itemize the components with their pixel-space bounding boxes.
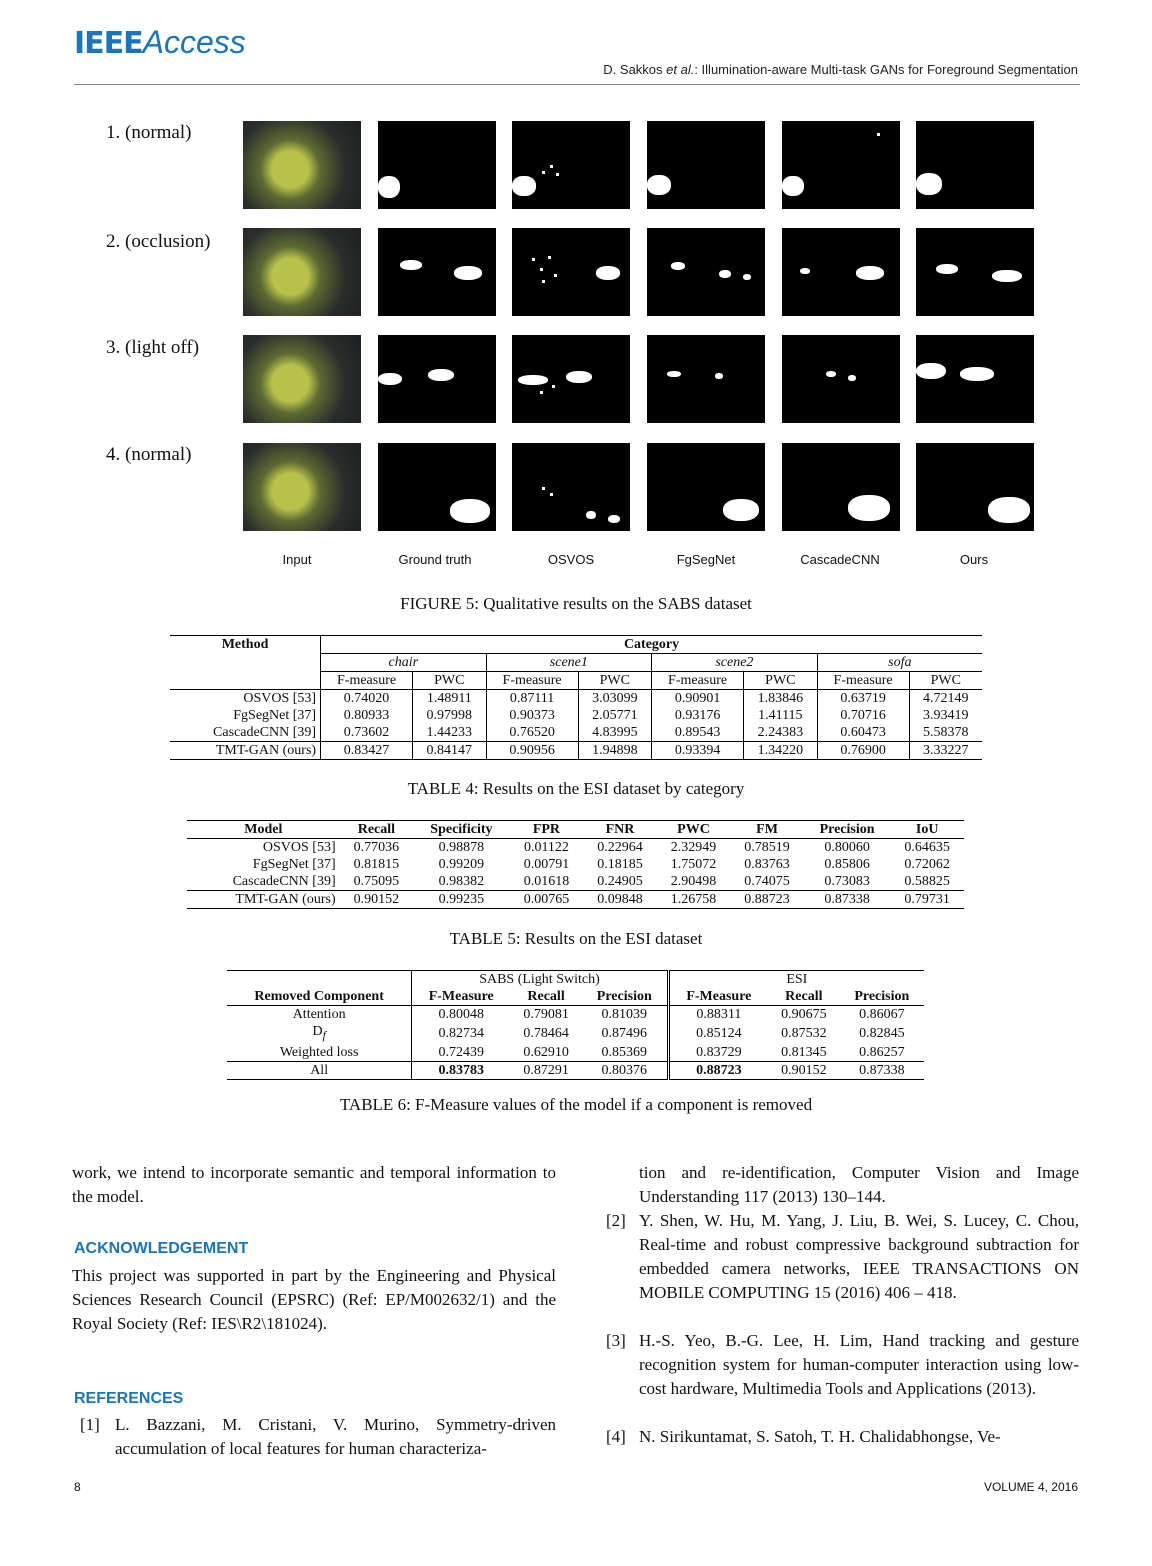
value-cell: 0.75095 [353,874,400,889]
table-header: Recall [785,989,823,1004]
value-cell: 0.79731 [904,892,950,907]
value-cell: 0.74075 [744,874,790,889]
value-cell: 0.80933 [321,707,413,724]
table-4-caption: TABLE 4: Results on the ESI dataset by category [407,779,745,798]
value-cell: 0.87338 [824,892,870,907]
component-cell: Attention [292,1007,346,1022]
input-image [243,121,361,209]
table-header: Recall [527,989,565,1004]
ours-mask [916,228,1034,316]
group-header-esi: ESI [786,972,808,987]
volume-label: VOLUME 4, 2016 [983,1480,1078,1494]
value-cell: 0.86257 [859,1044,905,1060]
value-cell: 1.41115 [744,707,818,724]
value-cell: 0.93176 [652,707,744,724]
figure-column-label: FgSegNet [676,552,736,567]
value-cell: 0.83427 [321,742,413,760]
value-cell: 0.88723 [696,1062,742,1078]
acknowledgement-text: This project was supported in part by the Engineering and Physical Sciences Research Council (EPSRC) (Ref: EP/M002632/1) and the Royal Society (Ref: IES\R2\181024). [72,1266,556,1333]
table-6 [227,970,924,1080]
value-cell: 0.87338 [859,1062,905,1078]
figure-column-label: Input [282,552,312,567]
ground-truth-mask [378,335,496,423]
value-cell: 0.79081 [523,1007,569,1022]
table-row [227,1006,924,1024]
table-header: FNR [605,822,635,837]
table-row [227,1044,924,1062]
table-4 [170,635,982,760]
figure-row-label: 1. (normal) [106,122,192,143]
value-cell: 4.72149 [923,691,969,706]
ground-truth-mask [378,121,496,209]
acknowledgement-heading: ACKNOWLEDGEMENT [74,1240,249,1257]
table-header: F-Measure [686,989,752,1004]
fgsegnet-mask [647,121,765,209]
value-cell: 0.63719 [817,690,909,708]
method-cell: CascadeCNN [39] [170,724,321,742]
value-cell: 1.26758 [670,892,717,907]
ground-truth-mask [378,228,496,316]
figure-5-caption: FIGURE 5: Qualitative results on the SABS dataset [400,594,752,613]
table-row [227,1023,924,1044]
model-cell: CascadeCNN [39] [232,874,336,889]
category-scene1: scene1 [486,654,652,672]
figure-row-label: 4. (normal) [106,444,192,465]
reference-number: [3] [606,1331,626,1350]
table-header: Removed Component [254,989,384,1004]
figure-row-label: 3. (light off) [106,337,200,358]
group-header-sabs: SABS (Light Switch) [412,971,668,989]
value-cell: 1.34220 [744,742,818,760]
category-scene2: scene2 [652,654,818,672]
table-header: Model [244,822,283,837]
table-header: Precision [819,822,875,837]
value-cell: 0.00791 [523,857,570,872]
value-cell: 0.89543 [652,724,744,742]
figure-column-label: CascadeCNN [800,552,880,567]
table-header: FM [756,822,778,837]
table-row [187,891,964,909]
value-cell: 0.76900 [817,742,909,760]
value-cell: 3.93419 [923,708,969,723]
value-cell: 0.77036 [353,840,400,855]
value-cell: 1.83846 [744,690,818,708]
table-header: F-Measure [412,988,510,1006]
value-cell: 0.81815 [353,857,400,872]
value-cell: 0.74020 [321,690,413,708]
ours-mask [916,443,1034,531]
logo-access-text: Access [142,24,246,60]
value-cell: 0.78519 [744,840,790,855]
table-header: Precision [582,988,668,1006]
model-cell: FgSegNet [37] [252,857,336,872]
value-cell: 0.83763 [744,857,790,872]
value-cell: 0.82845 [859,1025,905,1041]
reference-text: N. Sirikuntamat, S. Satoh, T. H. Chalidabhongse, Ve- [639,1427,1001,1446]
value-cell: 0.85369 [582,1044,668,1062]
value-cell: 0.18185 [597,857,643,872]
value-cell: 0.99235 [438,892,485,907]
table-row [170,724,982,742]
ours-mask [916,121,1034,209]
value-cell: 0.80060 [824,840,870,855]
table-header: PWC [677,822,710,837]
figure-5 [0,0,1152,620]
value-cell: 3.03099 [578,690,652,708]
figure-column-label: Ground truth [398,552,472,567]
value-cell: 0.01122 [523,840,569,855]
table-row [227,1061,924,1079]
running-head-etal: et al. [666,62,695,77]
figure-row-label: 2. (occlusion) [106,231,211,252]
value-cell: 4.83995 [578,724,652,742]
value-cell: 0.88723 [744,892,790,907]
fgsegnet-mask [647,228,765,316]
value-cell: 0.98878 [438,840,485,855]
reference-2 [606,1209,1079,1305]
model-cell: TMT-GAN (ours) [235,892,336,907]
metric-header: PWC [930,673,961,688]
component-cell: All [310,1062,329,1078]
component-name: D [312,1024,323,1039]
value-cell: 0.87496 [582,1023,668,1044]
value-cell: 3.33227 [923,743,969,758]
value-cell: 5.58378 [923,725,969,740]
running-head-authors: D. Sakkos [603,62,667,77]
value-cell: 0.01618 [523,874,570,889]
value-cell: 0.90152 [781,1062,827,1078]
table-row [187,873,964,891]
value-cell: 0.97998 [413,707,487,724]
value-cell: 1.48911 [413,690,487,708]
table-header: Method [170,636,321,654]
value-cell: 0.90152 [353,892,400,907]
category-chair: chair [321,654,487,672]
table-6-caption: TABLE 6: F-Measure values of the model if a component is removed [339,1095,813,1114]
value-cell: 0.86067 [859,1007,905,1022]
value-cell: 0.60473 [817,724,909,742]
references-heading: REFERENCES [74,1390,184,1407]
method-cell: TMT-GAN (ours) [170,742,321,760]
value-cell: 0.98382 [438,874,485,889]
figure-column-label: OSVOS [547,552,595,567]
value-cell: 2.90498 [670,874,717,889]
cascadecnn-mask [782,228,900,316]
metric-header: F-measure [652,672,744,690]
cascadecnn-mask [782,335,900,423]
osvos-mask [512,121,630,209]
value-cell: 0.64635 [904,840,950,855]
value-cell: 0.90901 [652,690,744,708]
osvos-mask [512,335,630,423]
value-cell: 0.90956 [486,742,578,760]
table-header: Recall [357,822,396,837]
reference-text: H.-S. Yeo, B.-G. Lee, H. Lim, Hand tracking and gesture recognition system for human-computer interaction using low-cost hardware, Multimedia Tools and Applications (2013). [639,1331,1079,1398]
value-cell: 0.83783 [412,1061,510,1079]
value-cell: 0.93394 [652,742,744,760]
figure-column-label: Ours [959,552,989,567]
osvos-mask [512,228,630,316]
value-cell: 0.90675 [781,1007,827,1022]
logo-ieee-text: IEEE [74,26,143,61]
table-header: FPR [532,822,561,837]
page-number: 8 [74,1480,81,1494]
category-sofa: sofa [817,654,982,672]
value-cell: 0.99209 [438,857,485,872]
reference-1-continued: tion and re-identification, Computer Vision and Image Understanding 117 (2013) 130–144. [639,1163,1079,1206]
component-subscript: f [322,1028,326,1042]
value-cell: 0.73602 [321,724,413,742]
value-cell: 2.32949 [670,840,717,855]
reference-text: L. Bazzani, M. Cristani, V. Murino, Symmetry-driven accumulation of local features for human characteriza- [115,1415,556,1458]
table-row [170,707,982,724]
metric-header: PWC [413,672,487,690]
value-cell: 0.24905 [597,874,643,889]
value-cell: 0.00765 [523,892,570,907]
cascadecnn-mask [782,443,900,531]
value-cell: 1.75072 [670,857,717,872]
value-cell: 1.44233 [413,724,487,742]
input-image [243,228,361,316]
osvos-mask [512,443,630,531]
metric-header: F-measure [817,672,909,690]
fgsegnet-mask [647,335,765,423]
value-cell: 0.88311 [696,1007,742,1022]
table-row [170,690,982,708]
table-row [187,839,964,857]
fgsegnet-mask [647,443,765,531]
component-cell [227,1023,412,1044]
value-cell: 0.22964 [597,840,643,855]
value-cell: 0.87111 [486,690,578,708]
table-row [187,856,964,873]
input-image [243,443,361,531]
value-cell: 1.94898 [578,742,652,760]
reference-text: Y. Shen, W. Hu, M. Yang, J. Liu, B. Wei, S. Lucey, C. Chou, Real-time and robust compressive background subtraction for embedded camera networks, IEEE TRANSACTIONS ON MOBILE COMPUTING 15 (2016) 406 – 418. [639,1211,1079,1302]
method-cell: OSVOS [53] [170,690,321,708]
value-cell: 0.87291 [523,1062,569,1078]
reference-3 [606,1329,1079,1401]
value-cell: 0.80376 [582,1061,668,1079]
value-cell: 0.84147 [413,742,487,760]
reference-number: [4] [606,1427,626,1446]
reference-number: [2] [606,1211,626,1230]
value-cell: 0.72439 [412,1044,510,1062]
reference-4 [606,1425,1079,1449]
running-head-title: : Illumination-aware Multi-task GANs for Foreground Segmentation [694,62,1078,77]
conclusion-text: work, we intend to incorporate semantic and temporal information to the model. [72,1163,556,1206]
reference-1 [80,1413,556,1461]
table-header: IoU [915,822,939,837]
table-header: Specificity [430,822,493,837]
value-cell: 0.85806 [824,857,870,872]
value-cell: 0.80048 [412,1006,510,1024]
cascadecnn-mask [782,121,900,209]
method-cell: FgSegNet [37] [170,707,321,724]
table-row [170,742,982,760]
value-cell: 0.81345 [781,1044,827,1060]
value-cell: 0.83729 [696,1044,742,1060]
value-cell: 0.09848 [597,892,643,907]
value-cell: 0.76520 [486,724,578,742]
value-cell: 0.87532 [781,1025,827,1041]
table-header: Category [321,636,982,654]
value-cell: 0.72062 [904,857,950,872]
value-cell: 2.05771 [578,707,652,724]
metric-header: PWC [578,672,652,690]
value-cell: 2.24383 [744,724,818,742]
value-cell: 0.82734 [412,1023,510,1044]
value-cell: 0.58825 [904,874,950,889]
input-image [243,335,361,423]
value-cell: 0.73083 [824,874,870,889]
metric-header: PWC [744,672,818,690]
value-cell: 0.62910 [523,1044,569,1060]
ours-mask [916,335,1034,423]
value-cell: 0.85124 [696,1025,742,1041]
metric-header: F-measure [486,672,578,690]
metric-header: F-measure [321,672,413,690]
table-5-caption: TABLE 5: Results on the ESI dataset [449,929,703,948]
component-cell: Weighted loss [279,1044,359,1060]
value-cell: 0.70716 [817,707,909,724]
model-cell: OSVOS [53] [262,840,336,855]
table-header: Precision [854,989,910,1004]
reference-number: [1] [80,1415,100,1434]
ground-truth-mask [378,443,496,531]
value-cell: 0.81039 [582,1006,668,1024]
value-cell: 0.90373 [486,707,578,724]
value-cell: 0.78464 [523,1025,569,1041]
table-5 [187,820,964,909]
